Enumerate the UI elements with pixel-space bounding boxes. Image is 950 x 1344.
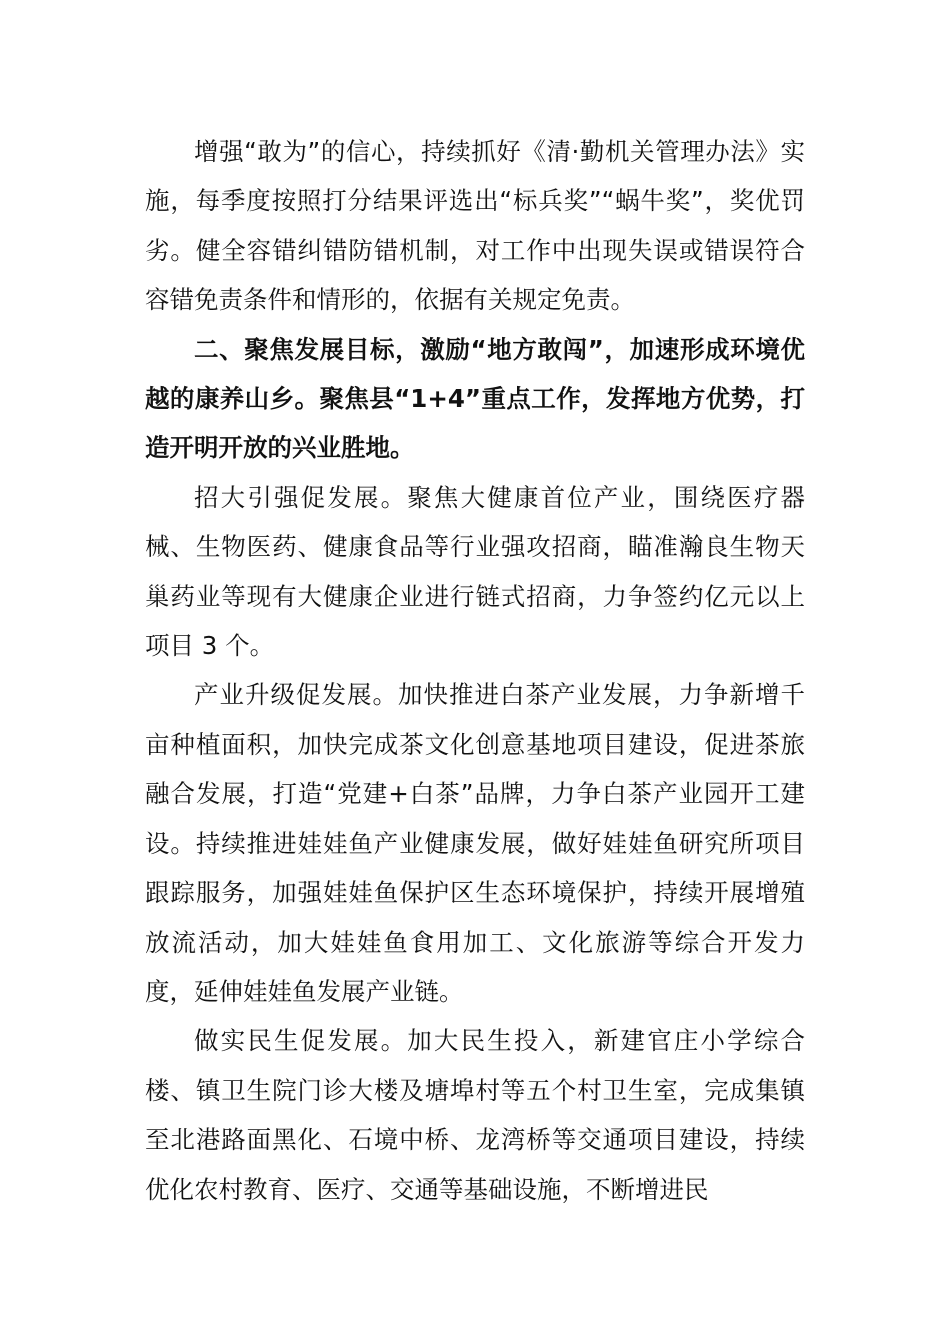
document-body bbox=[145, 127, 805, 1214]
paragraph-investment-attraction: 招大引强促发展。聚焦大健康首位产业，围绕医疗器械、生物医药、健康食品等行业强攻招商，瞄准瀚良生物天巢药业等现有大健康企业进行链式招商，力争签约亿元以上项目 3 个。 bbox=[145, 482, 805, 661]
section-heading-development-goals: 二、聚焦发展目标，激励“地方敢闯”，加速形成环境优越的康养山乡。聚焦县“1+4”重点工作，发挥地方优势，打造开明开放的兴业胜地。 bbox=[145, 334, 805, 463]
paragraph-accountability: 增强“敢为”的信心，持续抓好《清·勤机关管理办法》实施，每季度按照打分结果评选出“标兵奖”“蜗牛奖”，奖优罚劣。健全容错纠错防错机制，对工作中出现失误或错误符合容错免责条件和情形的，依据有关规定免责。 bbox=[145, 137, 805, 315]
paragraph-industry-upgrade: 产业升级促发展。加快推进白茶产业发展，力争新增千亩种植面积，加快完成茶文化创意基地项目建设，促进茶旅融合发展，打造“党建+白茶”品牌，力争白茶产业园开工建设。持续推进娃娃鱼产业健康发展，做好娃娃鱼研究所项目跟踪服务，加强娃娃鱼保护区生态环境保护，持续开展增殖放流活动，加大娃娃鱼食用加工、文化旅游等综合开发力度，延伸娃娃鱼发展产业链。 bbox=[145, 680, 805, 1006]
paragraph-livelihood: 做实民生促发展。加大民生投入，新建官庄小学综合楼、镇卫生院门诊大楼及塘埠村等五个村卫生室，完成集镇至北港路面黑化、石境中桥、龙湾桥等交通项目建设，持续优化农村教育、医疗、交通等基础设施，不断增进民 bbox=[145, 1026, 805, 1204]
